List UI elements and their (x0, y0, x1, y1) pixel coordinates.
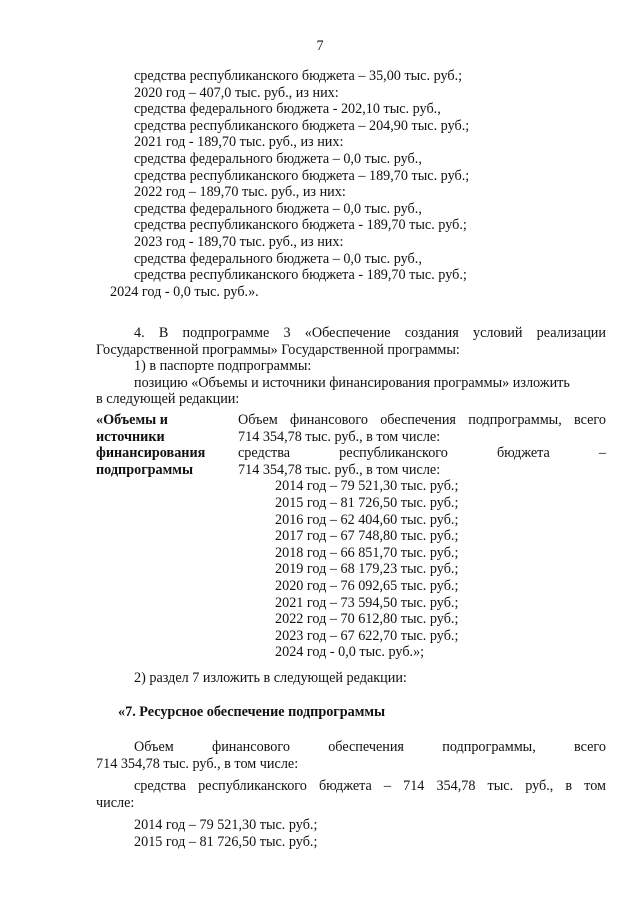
section-year-line: 2015 год – 81 726,50 тыс. руб.; (134, 833, 318, 850)
passport-value-line: 714 354,78 тыс. руб., в том числе: (238, 461, 441, 478)
section-heading: «7. Ресурсное обеспечение подпрограммы (118, 704, 386, 720)
funding-line: средства республиканского бюджета – 204,90 тыс. руб.; (134, 117, 470, 134)
funding-line: средства федерального бюджета – 0,0 тыс. руб., (134, 200, 422, 217)
passport-year-line: 2016 год – 62 404,60 тыс. руб.; (275, 511, 459, 528)
passport-year-line: 2023 год – 67 622,70 тыс. руб.; (275, 627, 459, 644)
section-7-text (96, 739, 606, 851)
passport-year-line: 2020 год – 76 092,65 тыс. руб.; (275, 577, 459, 594)
item-4-line: 4. В подпрограмме 3 «Обеспечение создания условий реализации (134, 325, 606, 341)
passport-value (238, 412, 606, 661)
section-line: Объем финансового обеспечения подпрограммы, всего (134, 739, 606, 755)
funding-line-2024: 2024 год - 0,0 тыс. руб.». (110, 283, 259, 300)
item-4-line: Государственной программы» Государственной программы: (96, 341, 460, 358)
passport-year-line: 2021 год – 73 594,50 тыс. руб.; (275, 594, 459, 611)
passport-label-line: источники (96, 428, 165, 445)
passport-year-line: 2017 год – 67 748,80 тыс. руб.; (275, 528, 459, 545)
word: средства (238, 445, 291, 462)
passport-year-line: 2014 год – 79 521,30 тыс. руб.; (275, 478, 459, 495)
item-2-line: 2) раздел 7 изложить в следующей редакции: (134, 670, 407, 686)
word: республиканского (339, 445, 448, 462)
passport-label-line: «Объемы и (96, 412, 168, 428)
section-line: 714 354,78 тыс. руб., в том числе: (96, 755, 299, 772)
item-4 (96, 325, 606, 408)
item-2 (96, 670, 606, 687)
passport-table (96, 412, 606, 661)
passport-label (96, 412, 238, 661)
funding-list-top (96, 68, 606, 300)
section-line: числе: (96, 794, 135, 811)
passport-value-line (238, 445, 606, 462)
passport-year-line: 2024 год - 0,0 тыс. руб.»; (275, 644, 425, 661)
passport-year-line: 2019 год – 68 179,23 тыс. руб.; (275, 561, 459, 578)
page-number: 7 (316, 38, 324, 54)
funding-line: 2022 год – 189,70 тыс. руб., из них: (134, 184, 346, 201)
passport-year-line: 2018 год – 66 851,70 тыс. руб.; (275, 544, 459, 561)
section-line: средства республиканского бюджета – 714 354,78 тыс. руб., в том (134, 778, 606, 795)
passport-year-line: 2015 год – 81 726,50 тыс. руб.; (275, 494, 459, 511)
funding-line: средства республиканского бюджета – 189,70 тыс. руб.; (134, 167, 470, 184)
passport-label-line: подпрограммы (96, 461, 194, 478)
passport-value-line: Объем финансового обеспечения подпрограммы, всего (238, 412, 606, 428)
funding-line: 2020 год – 407,0 тыс. руб., из них: (134, 84, 339, 101)
passport-value-line: 714 354,78 тыс. руб., в том числе: (238, 428, 441, 445)
item-4-line: 1) в паспорте подпрограммы: (134, 358, 312, 375)
funding-line: средства республиканского бюджета - 189,70 тыс. руб.; (134, 267, 467, 284)
passport-label-line: финансирования (96, 445, 206, 462)
funding-line: средства республиканского бюджета - 189,70 тыс. руб.; (134, 217, 467, 234)
funding-line: средства республиканского бюджета – 35,00 тыс. руб.; (134, 68, 463, 84)
item-4-line: в следующей редакции: (96, 391, 240, 408)
funding-line: средства федерального бюджета – 0,0 тыс. руб., (134, 150, 422, 167)
funding-line: средства федерального бюджета - 202,10 тыс. руб., (134, 101, 441, 118)
funding-line: 2021 год - 189,70 тыс. руб., из них: (134, 134, 344, 151)
word: бюджета (496, 445, 550, 462)
funding-line: средства федерального бюджета – 0,0 тыс. руб., (134, 250, 422, 267)
funding-line: 2023 год - 189,70 тыс. руб., из них: (134, 233, 344, 250)
item-4-line: позицию «Объемы и источники финансирования программы» изложить (134, 374, 570, 391)
word: – (598, 445, 606, 462)
passport-year-line: 2022 год – 70 612,80 тыс. руб.; (275, 611, 459, 628)
section-year-line: 2014 год – 79 521,30 тыс. руб.; (134, 817, 318, 834)
